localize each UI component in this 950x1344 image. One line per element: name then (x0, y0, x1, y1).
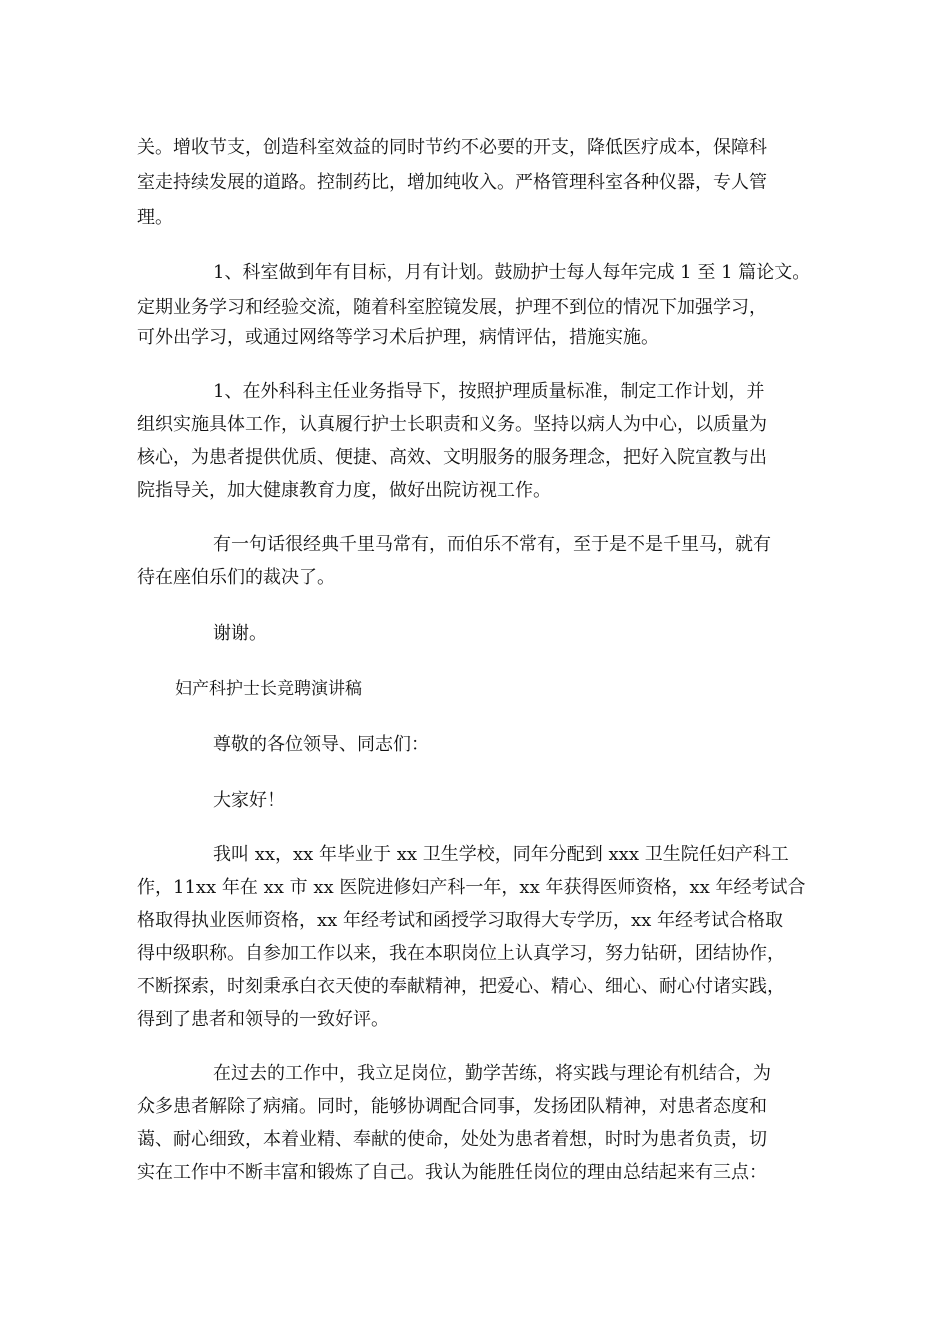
body-line: 关。增收节支，创造科室效益的同时节约不必要的开支，降低医疗成本，保障科 (137, 137, 767, 158)
body-line: 作，11xx 年在 xx 市 xx 医院进修妇产科一年，xx 年获得医师资格，xx 年经考试合 (137, 877, 806, 898)
section-title: 妇产科护士长竞聘演讲稿 (175, 679, 362, 699)
body-line: 组织实施具体工作，认真履行护士长职责和义务。坚持以病人为中心，以质量为 (137, 414, 767, 435)
body-line: 得中级职称。自参加工作以来，我在本职岗位上认真学习，努力钻研，团结协作， (137, 943, 785, 964)
body-line: 核心，为患者提供优质、便捷、高效、文明服务的服务理念，把好入院宣教与出 (137, 447, 767, 468)
body-line: 待在座伯乐们的裁决了。 (137, 567, 335, 588)
body-line: 蔼、耐心细致，本着业精、奉献的使命，处处为患者着想，时时为患者负责，切 (137, 1129, 767, 1150)
body-line: 1、科室做到年有目标，月有计划。鼓励护士每人每年完成 1 至 1 篇论文。 (213, 262, 811, 283)
body-line: 院指导关，加大健康教育力度，做好出院访视工作。 (137, 480, 551, 501)
body-line: 理。 (137, 207, 173, 228)
body-line: 我叫 xx，xx 年毕业于 xx 卫生学校，同年分配到 xxx 卫生院任妇产科工 (213, 844, 789, 865)
greeting: 大家好！ (213, 790, 285, 811)
body-line: 室走持续发展的道路。控制药比，增加纯收入。严格管理科室各种仪器，专人管 (137, 172, 767, 193)
body-line: 得到了患者和领导的一致好评。 (137, 1009, 389, 1030)
salutation: 尊敬的各位领导、同志们： (213, 734, 429, 755)
body-line: 可外出学习，或通过网络等学习术后护理，病情评估，措施实施。 (137, 327, 659, 348)
body-line: 有一句话很经典千里马常有，而伯乐不常有，至于是不是千里马，就有 (213, 534, 771, 555)
body-line: 众多患者解除了病痛。同时，能够协调配合同事，发扬团队精神，对患者态度和 (137, 1096, 767, 1117)
body-line: 定期业务学习和经验交流，随着科室腔镜发展，护理不到位的情况下加强学习， (137, 297, 767, 318)
body-line: 谢谢。 (213, 623, 267, 644)
body-line: 格取得执业医师资格，xx 年经考试和函授学习取得大专学历，xx 年经考试合格取 (137, 910, 784, 931)
body-line: 不断探索，时刻秉承白衣天使的奉献精神，把爱心、精心、细心、耐心付诸实践， (137, 976, 785, 997)
body-line: 实在工作中不断丰富和锻炼了自己。我认为能胜任岗位的理由总结起来有三点： (137, 1162, 767, 1183)
body-line: 1、在外科科主任业务指导下，按照护理质量标准，制定工作计划，并 (213, 381, 765, 402)
body-line: 在过去的工作中，我立足岗位，勤学苦练，将实践与理论有机结合，为 (213, 1063, 771, 1084)
